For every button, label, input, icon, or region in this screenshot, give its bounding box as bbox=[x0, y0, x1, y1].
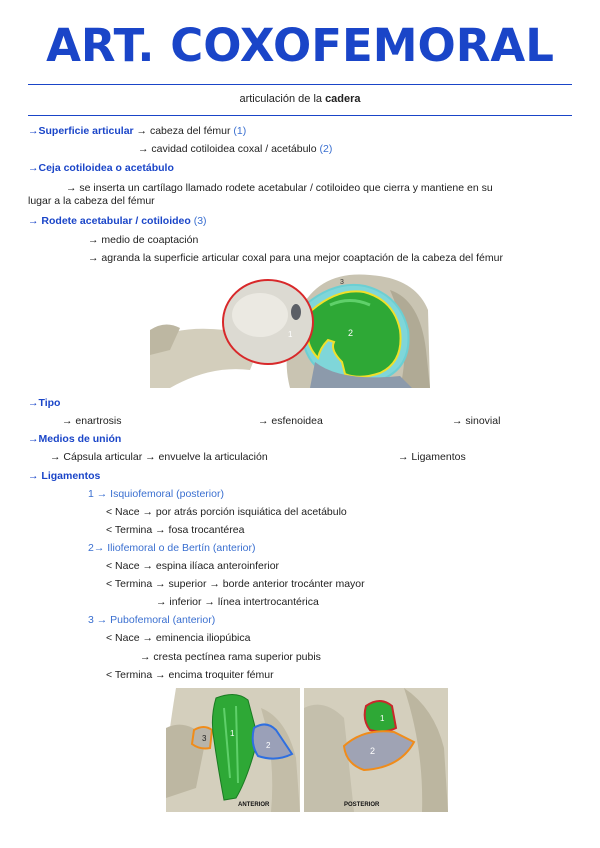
subtitle-bold: cadera bbox=[325, 93, 361, 105]
ligamento2-title: 2→ Iliofemoral o de Bertín (anterior) bbox=[88, 542, 256, 554]
ligamento1-title: 1 → Isquiofemoral (posterior) bbox=[88, 488, 224, 500]
page-title: ART. COXOFEMORAL bbox=[46, 19, 554, 72]
posterior-label-2: 2 bbox=[370, 746, 376, 756]
ceja-text1: → se inserta un cartílago llamado rodete acetabular / cotiloideo que cierra y mantiene en su bbox=[66, 182, 493, 194]
ceja-heading: →Ceja cotiloidea o acetábulo bbox=[28, 162, 174, 174]
medios-heading: →Medios de unión bbox=[28, 433, 122, 445]
subtitle-divider bbox=[28, 115, 572, 116]
posterior-ligaments-illustration bbox=[304, 688, 448, 812]
ligamento3-title: 3 → Pubofemoral (anterior) bbox=[88, 614, 216, 626]
rodete-line bbox=[28, 214, 207, 228]
tipo-item-enartrosis: → enartrosis bbox=[62, 415, 122, 427]
rodete-heading: → Rodete acetabular / cotiloideo bbox=[28, 215, 191, 227]
superficie-line2-num: (2) bbox=[319, 143, 333, 155]
ligamento3-nace: < Nace → eminencia iliopúbica bbox=[106, 632, 251, 644]
tipo-item-sinovial: → sinovial bbox=[452, 415, 501, 427]
superficie-heading: →Superficie articular bbox=[28, 125, 134, 137]
figure1-label-3: 3 bbox=[340, 279, 344, 286]
subtitle-prefix: articulación de la bbox=[239, 93, 326, 105]
title-divider bbox=[28, 84, 572, 85]
rodete-num: (3) bbox=[190, 215, 207, 227]
ligamento3-termina: < Termina → encima troquiter fémur bbox=[106, 669, 274, 681]
figure1-label-2: 2 bbox=[348, 328, 354, 338]
ligamento1-termina: < Termina → fosa trocantérea bbox=[106, 524, 245, 536]
anterior-label-1: 1 bbox=[230, 729, 235, 738]
ceja-text2: lugar a la cabeza del fémur bbox=[28, 195, 155, 207]
anterior-label-3: 3 bbox=[202, 734, 207, 743]
posterior-label-1: 1 bbox=[380, 714, 385, 723]
superficie-line1-text: → cabeza del fémur bbox=[133, 125, 234, 137]
medios-item2: → Ligamentos bbox=[398, 451, 466, 463]
anterior-ligaments-illustration bbox=[166, 688, 300, 812]
medios-item1: → Cápsula articular → envuelve la articulación bbox=[50, 451, 268, 463]
tipo-heading: →Tipo bbox=[28, 397, 61, 409]
ligamento3-nace2: → cresta pectínea rama superior pubis bbox=[140, 651, 321, 663]
posterior-caption: POSTERIOR bbox=[344, 802, 380, 808]
ligamento2-termina: < Termina → superior → borde anterior trocánter mayor bbox=[106, 578, 365, 590]
superficie-line2 bbox=[138, 142, 332, 156]
anterior-caption: ANTERIOR bbox=[238, 802, 270, 808]
hip-joint-illustration bbox=[150, 270, 430, 388]
ligamentos-heading: → Ligamentos bbox=[28, 470, 101, 482]
ligamento2-termina2: → inferior → línea intertrocantérica bbox=[156, 596, 319, 608]
tipo-item-esfenoidea: → esfenoidea bbox=[258, 415, 323, 427]
superficie-line1-num: (1) bbox=[233, 125, 247, 137]
subtitle bbox=[0, 93, 600, 105]
ligamento1-nace: < Nace → por atrás porción isquiática del acetábulo bbox=[106, 506, 347, 518]
superficie-line bbox=[28, 124, 246, 138]
rodete-item1: → medio de coaptación bbox=[88, 234, 199, 246]
anterior-label-2: 2 bbox=[266, 741, 271, 750]
ligamento2-nace: < Nace → espina ilíaca anteroinferior bbox=[106, 560, 280, 572]
figure1-label-1: 1 bbox=[288, 330, 293, 339]
rodete-item2: → agranda la superficie articular coxal para una mejor coaptación de la cabeza del fémur bbox=[88, 252, 503, 264]
superficie-line2-text: → cavidad cotiloidea coxal / acetábulo bbox=[138, 143, 320, 155]
